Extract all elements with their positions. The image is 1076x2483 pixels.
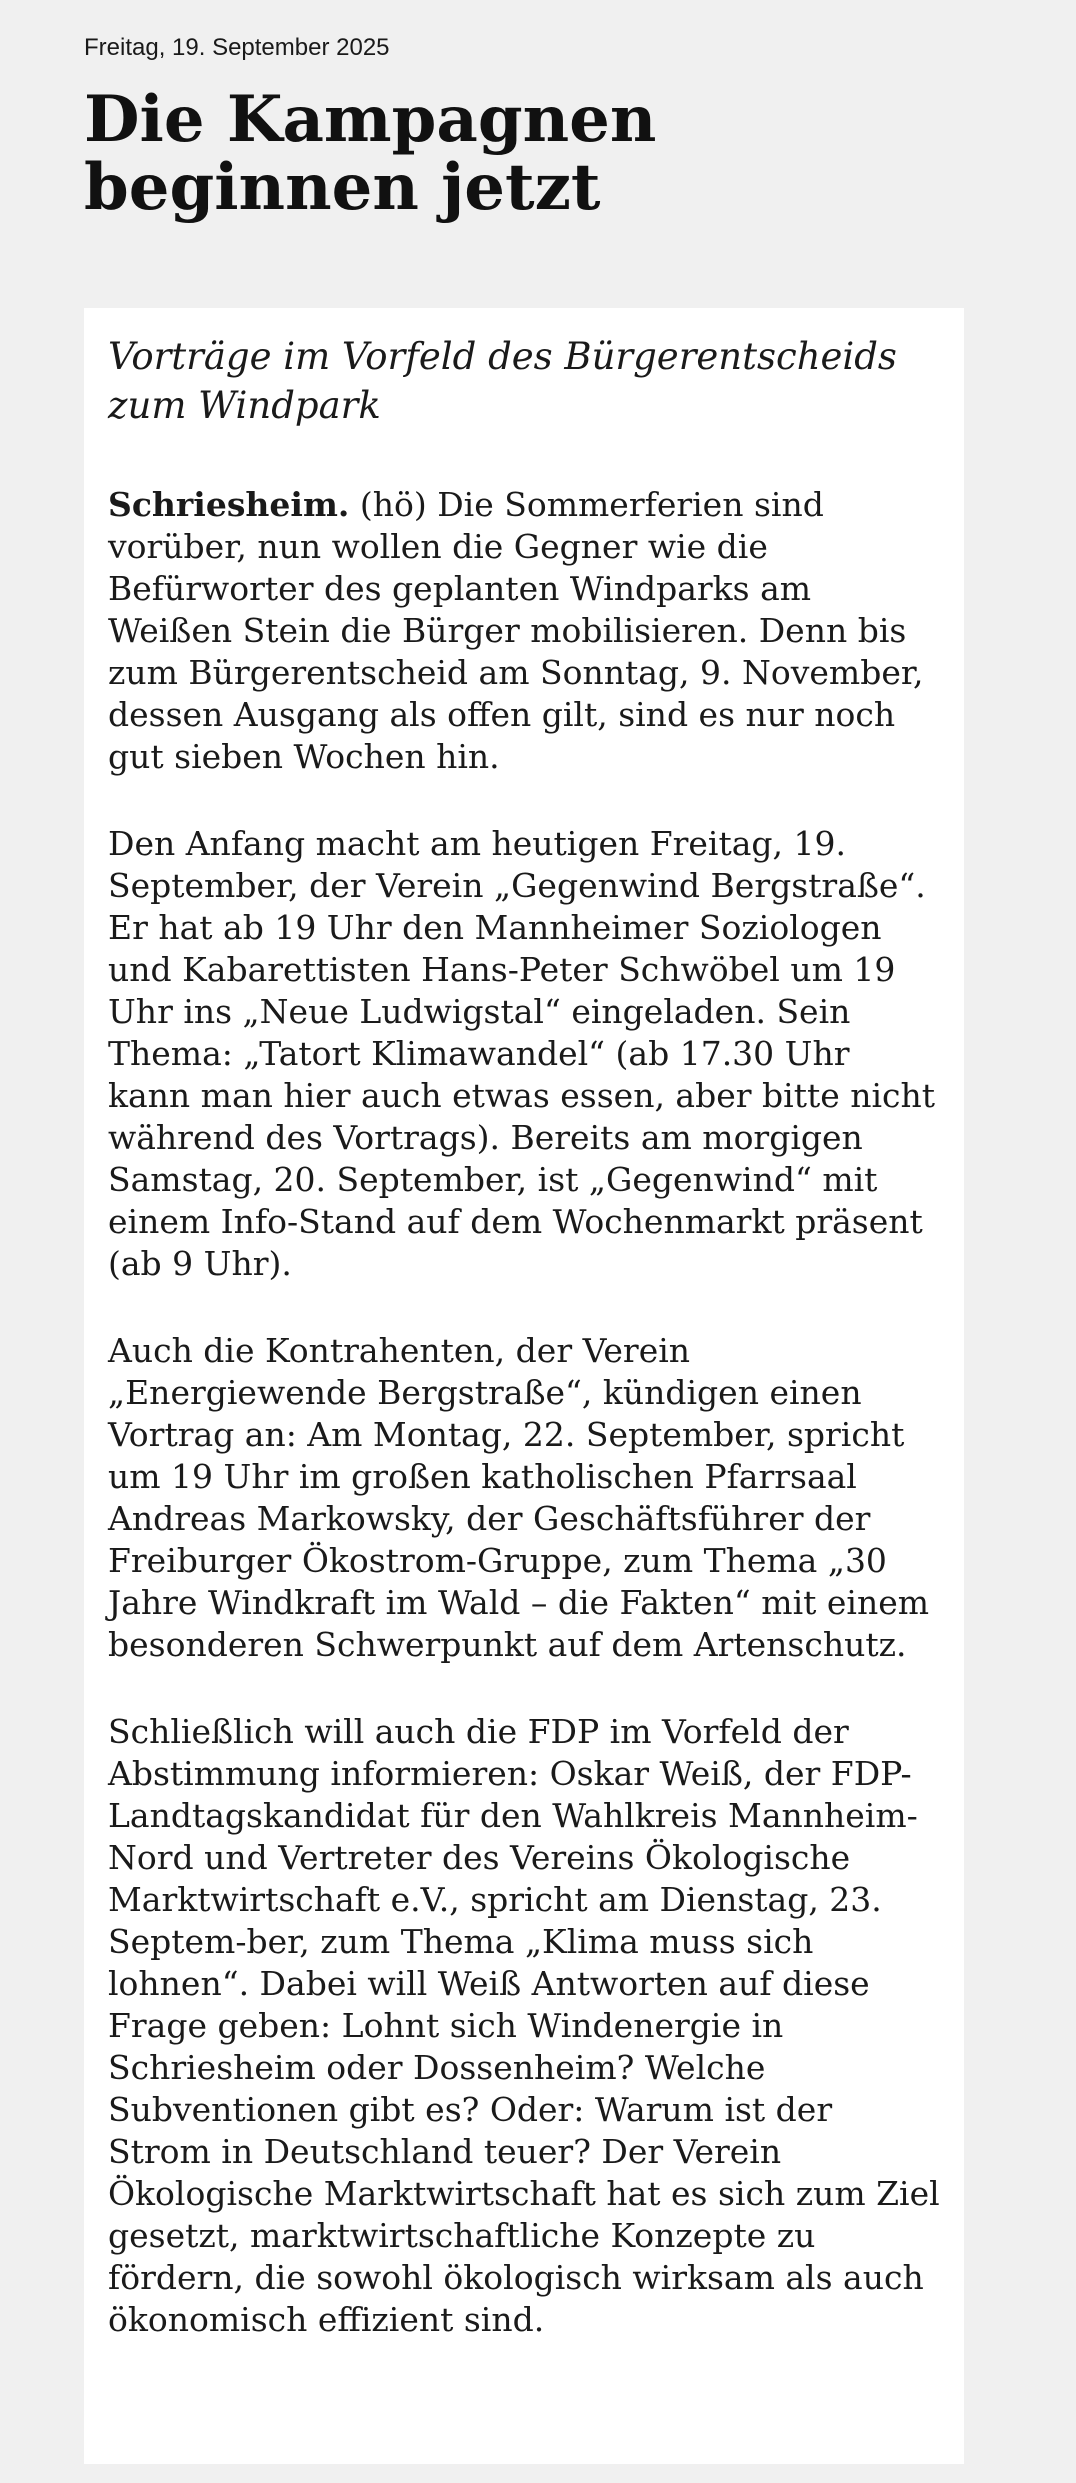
article-card (84, 308, 964, 2464)
article-paragraph-1 (108, 484, 940, 778)
article-paragraph-3: Auch die Kontrahenten, der Verein „Energiewende Bergstraße“, kündigen einen Vortrag an: Am Montag, 22. September, spricht um 19 Uhr im großen katholischen Pfarrsaal Andreas Markowsky, der Geschäftsführer der Freiburger Ökostrom-Gruppe, zum Thema „30 Jahre Windkraft im Wald – die Fakten“ mit einem besonderen Schwerpunkt auf dem Artenschutz. (108, 1331, 930, 1664)
article-paragraph-4: Schließlich will auch die FDP im Vorfeld der Abstimmung informieren: Oskar Weiß, der FDP-Landtagskandidat für den Wahlkreis Mannheim-Nord und Vertreter des Vereins Ökologische Marktwirtschaft e.V., spricht am Dienstag, 23. Septem-ber, zum Thema „Klima muss sich lohnen“. Dabei will Weiß Antworten auf diese Frage geben: Lohnt sich Windenergie in Schriesheim oder Dossenheim? Welche Subventionen gibt es? Oder: Warum ist der Strom in Deutschland teuer? Der Verein Ökologische Marktwirtschaft hat es sich zum Ziel gesetzt, marktwirtschaftliche Konzepte zu fördern, die sowohl ökologisch wirksam als auch ökonomisch effizient sind. (108, 1712, 940, 2339)
article-subheadline: Vorträge im Vorfeld des Bürgerentscheids zum Windpark (108, 335, 897, 427)
article-dateline: Schriesheim. (108, 485, 350, 524)
article-headline: Die Kampagnen beginnen jetzt (84, 82, 657, 225)
article-paragraph-1-text: (hö) Die Sommerferien sind vorüber, nun wollen die Gegner wie die Befürworter des geplanten Windparks am Weißen Stein die Bürger mobilisieren. Denn bis zum Bürgerentscheid am Sonntag, 9. November, dessen Ausgang als offen gilt, sind es nur noch gut sieben Wochen hin. (108, 485, 924, 776)
article-paragraph-2: Den Anfang macht am heutigen Freitag, 19. September, der Verein „Gegenwind Bergstraße“. Er hat ab 19 Uhr den Mannheimer Soziologen und Kabarettisten Hans-Peter Schwöbel um 19 Uhr ins „Neue Ludwigstal“ eingeladen. Sein Thema: „Tatort Klimawandel“ (ab 17.30 Uhr kann man hier auch etwas essen, aber bitte nicht während des Vortrags). Bereits am morgigen Samstag, 20. September, ist „Gegenwind“ mit einem Info-Stand auf dem Wochenmarkt präsent (ab 9 Uhr). (108, 824, 936, 1283)
article-date: Freitag, 19. September 2025 (84, 34, 390, 61)
article-body (108, 332, 940, 2341)
